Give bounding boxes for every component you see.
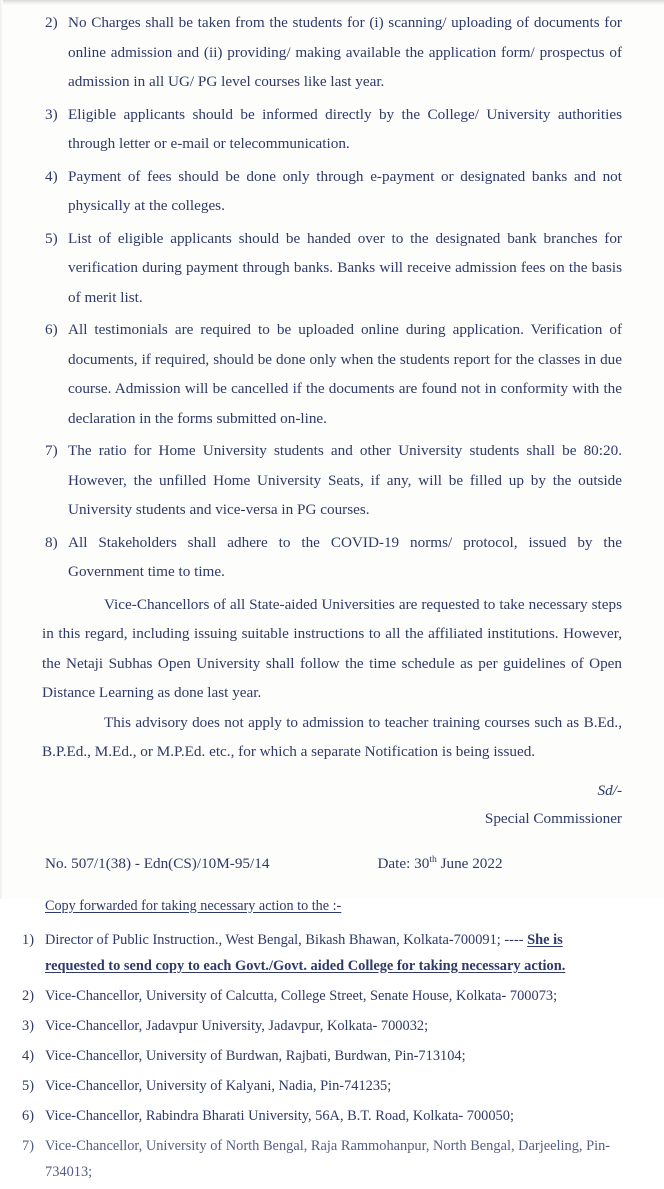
distribution-text: Vice-Chancellor, Rabindra Bharati University, 56A, B.T. Road, Kolkata- 700050; [45, 1107, 514, 1124]
distribution-item [0, 1013, 664, 1039]
memo-date-suffix: June 2022 [436, 854, 503, 872]
memo-date-prefix: Date: 30 [377, 854, 430, 872]
clause-item [0, 315, 664, 433]
distribution-text: Vice-Chancellor, University of Calcutta, College Street, Senate House, Kolkata- 700073; [45, 987, 558, 1004]
clause-marker: 3) [45, 105, 58, 123]
body-paragraph-vice-chancellors: Vice-Chancellors of all State-aided Universities are requested to take necessary steps in this regard, including issuing suitable instructions to all the affiliated institutions. However, the Netaji Subhas Open University shall follow the time schedule as per guidelines of Open Distance Learning as done last year. [42, 595, 622, 701]
memo-number: No. 507/1(38) - Edn(CS)/10M-95/14 [45, 854, 270, 872]
clause-item [0, 162, 664, 221]
distribution-item [0, 1073, 664, 1099]
distribution-item [0, 1133, 664, 1185]
distribution-text: Vice-Chancellor, University of Kalyani, Nadia, Pin-741235; [45, 1077, 392, 1094]
distribution-marker: 3) [22, 1017, 34, 1034]
clause-item [0, 436, 664, 525]
clause-text: Payment of fees should be done only through e-payment or designated banks and not physically at the colleges. [68, 167, 622, 214]
distribution-item [0, 983, 664, 1009]
clause-marker: 8) [45, 533, 58, 551]
distribution-item [0, 927, 664, 979]
distribution-marker: 1) [22, 931, 34, 948]
clause-text: All Stakeholders shall adhere to the COVID-19 norms/ protocol, issued by the Government time to time. [68, 533, 622, 580]
clause-item [0, 8, 664, 97]
clause-marker: 5) [45, 229, 58, 247]
distribution-emphasis-note: She is requested to send copy to each Govt./Govt. aided College for taking necessary action. [45, 931, 566, 974]
distribution-list [0, 927, 664, 1185]
clause-marker: 4) [45, 167, 58, 185]
memo-date [377, 851, 502, 877]
clause-text: The ratio for Home University students and other University students shall be 80:20. However, the unfilled Home University Seats, if any, will be filled up by the outside University students and vice-versa in PG courses. [68, 442, 622, 518]
body-paragraph-advisory-scope: This advisory does not apply to admission to teacher training courses such as B.Ed., B.P.Ed., M.Ed., or M.P.Ed. etc., for which a separate Notification is being issued. [42, 713, 622, 760]
distribution-item [0, 1043, 664, 1069]
distribution-marker: 2) [22, 987, 34, 1004]
copy-forwarded-text: Copy forwarded for taking necessary action to the :- [45, 897, 342, 914]
clause-item [0, 224, 664, 313]
distribution-marker: 5) [22, 1077, 34, 1094]
distribution-text: Vice-Chancellor, University of North Bengal, Raja Rammohanpur, North Bengal, Darjeeling, Pin-734013; [45, 1137, 611, 1180]
distribution-marker: 6) [22, 1107, 34, 1124]
distribution-text [45, 932, 565, 974]
clause-marker: 6) [45, 321, 58, 338]
clause-marker: 2) [45, 14, 58, 31]
distribution-text: Vice-Chancellor, Jadavpur University, Jadavpur, Kolkata- 700032; [45, 1017, 429, 1034]
signature-block [0, 777, 664, 833]
distribution-marker: 7) [22, 1137, 34, 1154]
distribution-item [0, 1103, 664, 1129]
signature-sd: Sd/- [597, 781, 622, 799]
distribution-marker: 4) [22, 1047, 34, 1064]
clause-text: No Charges shall be taken from the students for (i) scanning/ uploading of documents for online admission and (ii) providing/ making available the application form/ prospectus of admission in all UG/ PG level courses like last year. [68, 14, 622, 90]
distribution-text: Vice-Chancellor, University of Burdwan, Rajbati, Burdwan, Pin-713104; [45, 1047, 466, 1064]
clause-item [0, 100, 664, 159]
memo-row [0, 851, 664, 877]
clause-text: All testimonials are required to be uploaded online during application. Verification of documents, if required, should be done only when the students report for the classes in due course. Admission will be cancelled if the documents are found not in conformity with the declaration in the forms submitted on-line. [68, 321, 622, 427]
copy-forwarded-heading [0, 895, 664, 917]
clause-text: Eligible applicants should be informed directly by the College/ University authorities through letter or e-mail or telecommunication. [68, 105, 622, 152]
signature-designation: Special Commissioner [484, 809, 622, 827]
clause-item [0, 528, 664, 587]
clause-list [0, 8, 664, 587]
memo-date-ordinal: th [429, 853, 437, 865]
clause-marker: 7) [45, 442, 58, 459]
distribution-addressee: Director of Public Instruction., West Bengal, Bikash Bhawan, Kolkata-700091; ---- [45, 931, 528, 948]
clause-text: List of eligible applicants should be handed over to the designated bank branches for verification during payment through banks. Banks will receive admission fees on the basis of merit list. [68, 229, 622, 306]
